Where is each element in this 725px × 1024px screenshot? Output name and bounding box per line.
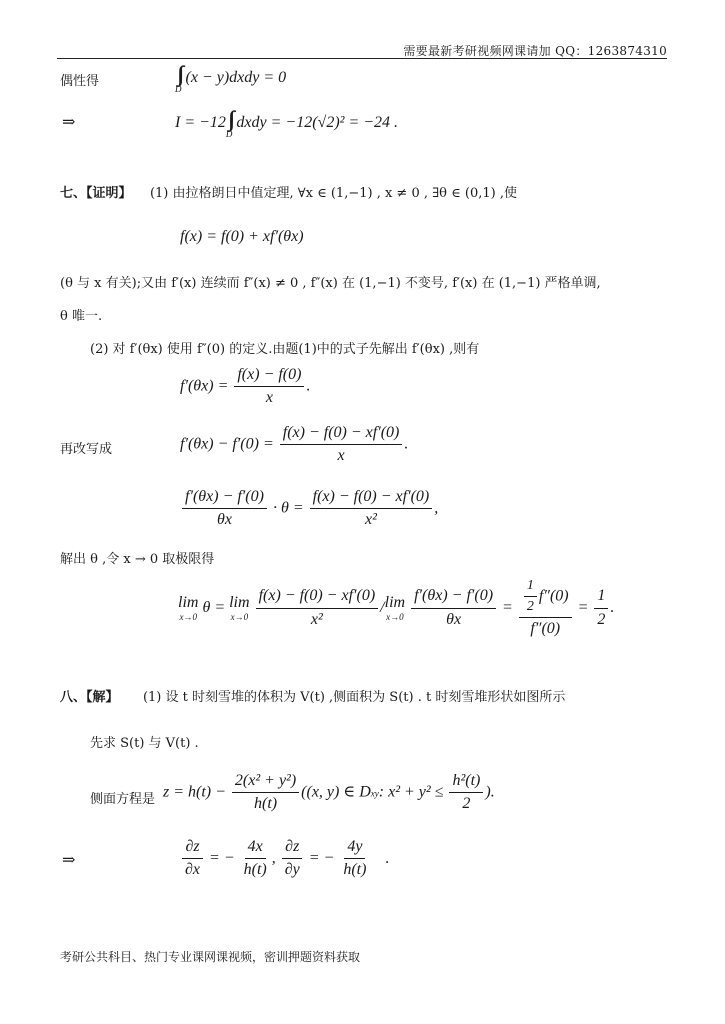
eq-rewrite: f′(θx) − f′(0) = $\frac{f(x) - f(0) - xf'(0)}{x}$ . — [180, 424, 409, 465]
label-rewrite: 再改写成 — [60, 442, 113, 457]
implies-arrow-2: ⇒ — [62, 852, 76, 869]
eq-double-integral-zero: ∫∫ D (x − y)dxdy = 0 — [175, 61, 287, 94]
section8-title: 八、【解】 — [60, 690, 119, 705]
eq-mean-value: f(x) = f(0) + xf′(θx) — [180, 228, 304, 245]
label-parity: 偶性得 — [60, 74, 100, 89]
section7-line — [60, 182, 517, 201]
header-rule — [57, 58, 667, 59]
section8-line2: 先求 S(t) 与 V(t) . — [90, 736, 199, 751]
eq-limit-theta: lim x→0 θ = lim x→0 $\frac{f(x) - f(0) - xf'(0)}{\text{x²}}$ / lim x→0 $\frac{f'(\theta x) - f'(0)}{\theta x}$ = $\frac{1}{2}$ f″(0) f″(0) = $\frac{1}{2}$ . — [178, 578, 615, 638]
page-header: 需要最新考研视频网课请加 QQ：1263874310 — [403, 44, 667, 58]
para-theta-unique: θ 唯一. — [60, 309, 103, 324]
para-solve-theta: 解出 θ ,令 x → 0 取极限得 — [60, 552, 215, 567]
eq-partial-derivatives: $\frac{\partial z}{\partial x}$ = − $\frac{4x}{h(t)}$ , $\frac{\partial z}{\partial y}$ = − $\frac{4y}{h(t)}$ . — [180, 838, 389, 880]
implies-arrow: ⇒ — [62, 114, 76, 131]
eq-theta-form: $\frac{f'(\theta x) - f'(0)}{\theta x}$ · θ = $\frac{f(x) - f(0) - xf'(0)}{\text{x²}}$ , — [180, 488, 438, 530]
section7-intro: (1) 由拉格朗日中值定理, ∀x ∈ (1,−1) , x ≠ 0 , ∃θ ∈ (0,1) ,使 — [149, 186, 517, 201]
para-part2: (2) 对 f′(θx) 使用 f″(0) 的定义.由题(1)中的式子先解出 f′(θx) ,则有 — [90, 342, 480, 357]
section8-line — [60, 686, 565, 705]
eq-integral-result: I = −12 ∫∫ D dxdy = −12(√2)² = −24 . — [175, 106, 399, 139]
page-footer: 考研公共科目、热门专业课网课视频，密训押题资料获取 — [60, 950, 361, 964]
eq-side-surface: z = h(t) − $\frac{\text{2(x² + y²)}}{h(t)}$ ((x, y) ∈ Dxy: x² + y² ≤ $\frac{\text{h²(t)}}{2}$ ). — [163, 772, 495, 813]
para-theta-x: (θ 与 x 有关);又由 f′(x) 连续而 f″(x) ≠ 0 , f″(x) 在 (1,−1) 不变号, f′(x) 在 (1,−1) 严格单调, — [60, 276, 601, 291]
section8-intro: (1) 设 t 时刻雪堆的体积为 V(t) ,侧面积为 S(t) . t 时刻雪堆形状如图所示 — [142, 690, 566, 705]
label-side-equation: 侧面方程是 — [90, 792, 156, 807]
section7-title: 七、【证明】 — [60, 186, 132, 201]
eq-fprime-thetax: f′(θx) = $\frac{f(x) - f(0)}{x}$ . — [180, 366, 311, 407]
